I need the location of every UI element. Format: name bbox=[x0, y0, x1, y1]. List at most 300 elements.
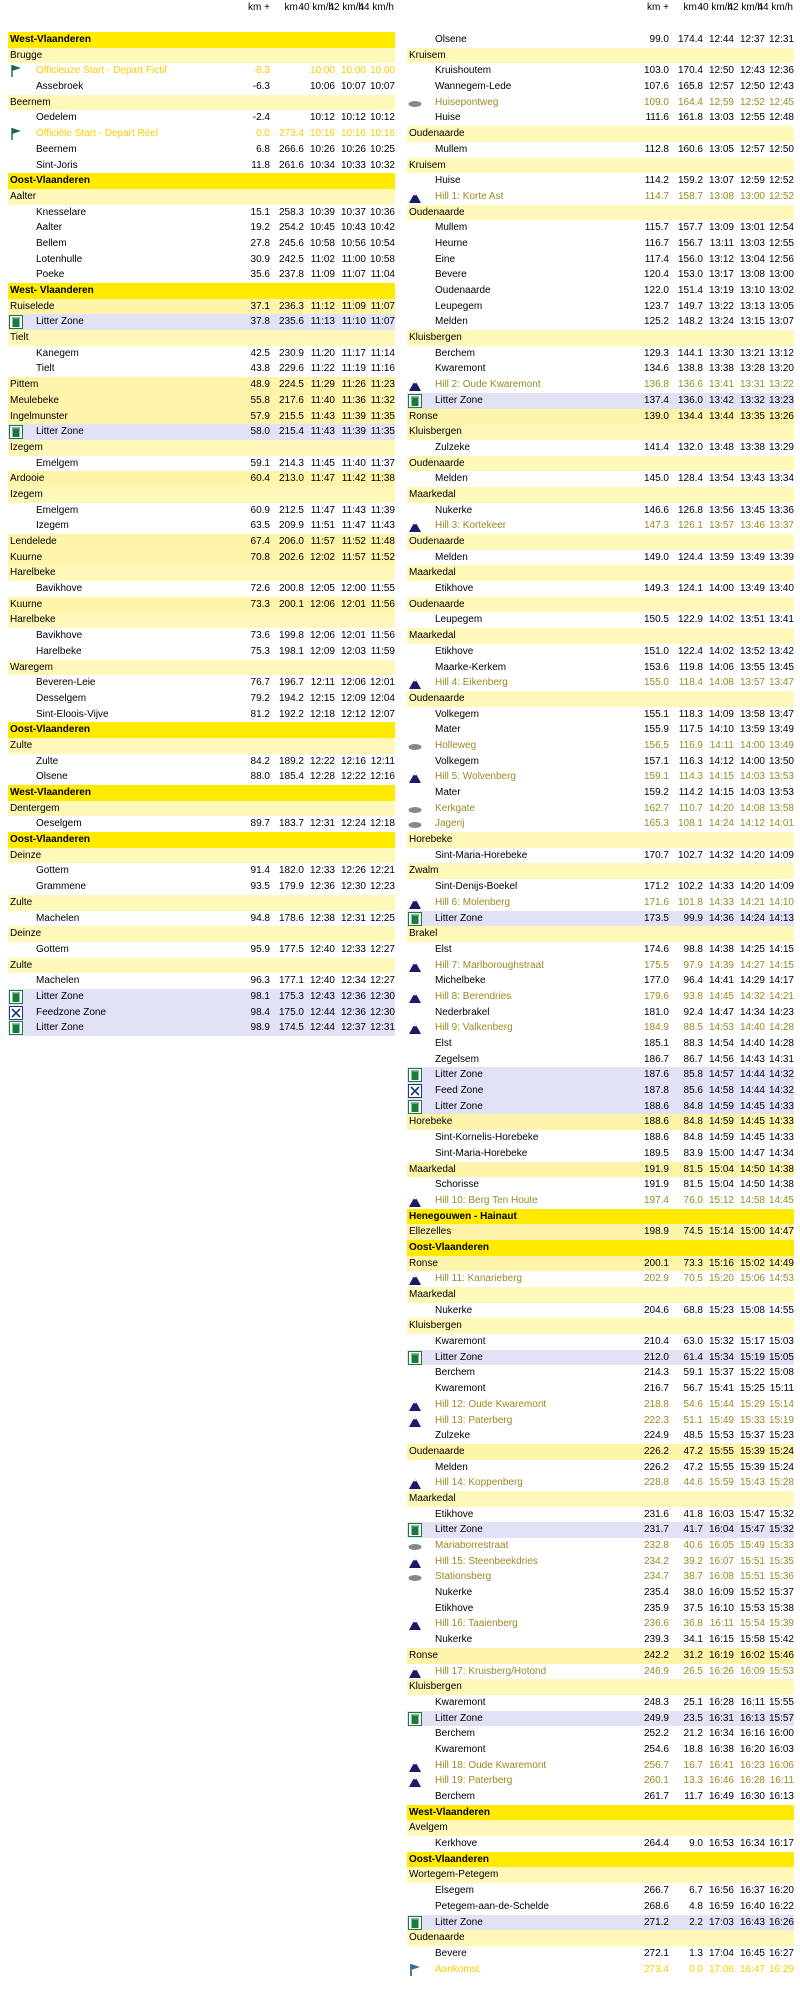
km-minus: 68.8 bbox=[683, 1304, 703, 1316]
hill-row bbox=[407, 1773, 794, 1789]
time-42: 15:39 bbox=[739, 1445, 765, 1457]
waypoint-name: Nukerke bbox=[435, 1634, 473, 1646]
km-minus: 118.3 bbox=[678, 708, 703, 720]
time-42: 14:21 bbox=[739, 896, 765, 908]
time-44: 15:32 bbox=[768, 1508, 794, 1520]
region-header: West-Vlaanderen bbox=[8, 32, 395, 48]
time-42: 15:22 bbox=[739, 1367, 765, 1379]
km-minus: 200.8 bbox=[278, 583, 304, 595]
time-44: 15:03 bbox=[768, 1336, 794, 1348]
waypoint-name: Mullem bbox=[435, 143, 468, 155]
municipality-header: Avelgem bbox=[407, 1820, 794, 1836]
time-40: 10:34 bbox=[309, 159, 335, 171]
waypoint-name: Hill 11: Kanarieberg bbox=[435, 1273, 523, 1285]
waypoint-name: Bavikhove bbox=[36, 583, 83, 595]
waypoint-name: Hill 14: Koppenberg bbox=[435, 1477, 523, 1489]
waypoint-name: Pittem bbox=[10, 379, 39, 391]
time-40: 12:40 bbox=[309, 943, 335, 955]
time-42: 14:03 bbox=[739, 787, 765, 798]
time-40: 13:54 bbox=[708, 473, 734, 485]
waypoint-name: Emelgem bbox=[36, 504, 79, 516]
waypoint-row bbox=[407, 707, 794, 723]
km-plus: 155.1 bbox=[643, 708, 669, 720]
km-minus: 236.3 bbox=[278, 300, 304, 312]
time-42: 13:32 bbox=[739, 394, 765, 406]
header-40: 40 km/h bbox=[697, 2, 733, 13]
waypoint-name: Emelgem bbox=[36, 457, 79, 469]
header-44: 44 km/h bbox=[358, 2, 394, 13]
time-40: 13:22 bbox=[708, 300, 734, 312]
km-plus: 115.7 bbox=[644, 222, 669, 234]
time-44: 14:21 bbox=[768, 990, 794, 1002]
waypoint-row bbox=[8, 267, 395, 283]
waypoint-name: Beernem bbox=[36, 143, 77, 155]
left-column bbox=[8, 0, 395, 1036]
km-minus: 159.2 bbox=[677, 175, 703, 187]
time-44: 12:30 bbox=[369, 990, 395, 1002]
km-minus: 206.0 bbox=[278, 536, 304, 547]
km-plus: 103.0 bbox=[643, 65, 669, 77]
time-42: 14:45 bbox=[739, 1116, 765, 1128]
km-plus: 99.0 bbox=[649, 34, 669, 45]
time-44: 14:28 bbox=[768, 1022, 794, 1034]
km-plus: 149.0 bbox=[643, 551, 669, 563]
waypoint-name: Wannegem-Lede bbox=[435, 81, 512, 93]
km-plus: 116.7 bbox=[644, 237, 669, 249]
waypoint-name: Zulzeke bbox=[435, 1430, 471, 1442]
km-minus: 102.2 bbox=[677, 881, 703, 893]
km-minus: 18.8 bbox=[683, 1743, 703, 1755]
waypoint-name: Hill 17: Kruisberg/Hotond bbox=[435, 1665, 547, 1677]
time-44: 11:07 bbox=[370, 316, 395, 328]
time-40: 16:05 bbox=[708, 1540, 734, 1551]
km-minus: 84.8 bbox=[683, 1132, 703, 1144]
time-44: 14:15 bbox=[768, 943, 794, 955]
time-42: 15:52 bbox=[739, 1587, 765, 1599]
waypoint-name: Officiële Start - Depart Réel bbox=[36, 128, 159, 140]
km-minus: 157.7 bbox=[677, 222, 703, 234]
time-44: 15:37 bbox=[768, 1587, 794, 1599]
km-plus: 114.7 bbox=[644, 190, 669, 202]
waypoint-row bbox=[8, 707, 395, 723]
waypoint-name: Litter Zone bbox=[435, 1712, 483, 1724]
km-minus: 273.4 bbox=[278, 128, 304, 140]
km-minus: 96.4 bbox=[683, 975, 703, 987]
time-42: 14:47 bbox=[739, 1147, 765, 1159]
time-42: 14:40 bbox=[739, 1038, 765, 1049]
start-row bbox=[8, 63, 395, 79]
waypoint-row bbox=[407, 1005, 794, 1021]
km-plus: 123.7 bbox=[643, 300, 669, 312]
time-42: 11:07 bbox=[341, 269, 366, 281]
km-minus: 59.1 bbox=[683, 1367, 703, 1379]
km-plus: 226.2 bbox=[643, 1461, 669, 1473]
litter-row bbox=[8, 989, 395, 1005]
time-40: 16:19 bbox=[708, 1649, 734, 1661]
waypoint-name: Nukerke bbox=[435, 1587, 473, 1599]
time-42: 16:30 bbox=[739, 1791, 765, 1802]
waypoint-row bbox=[407, 1460, 794, 1476]
time-40: 10:12 bbox=[309, 112, 335, 124]
time-44: 11:37 bbox=[370, 457, 395, 469]
km-minus: 179.9 bbox=[278, 881, 304, 893]
km-plus: 125.2 bbox=[643, 316, 669, 328]
time-40: 12:31 bbox=[309, 818, 335, 830]
km-minus: 160.6 bbox=[677, 143, 703, 155]
time-40: 10:58 bbox=[309, 237, 335, 249]
time-42: 11:10 bbox=[341, 316, 366, 328]
waypoint-name: Litter Zone bbox=[435, 1069, 483, 1081]
time-40: 12:33 bbox=[309, 865, 335, 877]
time-42: 15:58 bbox=[739, 1634, 765, 1646]
km-minus: 97.9 bbox=[683, 959, 703, 971]
time-44: 15:05 bbox=[768, 1351, 794, 1363]
km-plus: 273.4 bbox=[643, 1963, 669, 1975]
km-minus: 138.8 bbox=[677, 363, 703, 375]
time-44: 15:39 bbox=[768, 1618, 794, 1630]
waypoint-name: Berchem bbox=[435, 1791, 476, 1802]
time-42: 15:39 bbox=[739, 1461, 765, 1473]
time-44: 13:58 bbox=[768, 802, 794, 814]
km-minus: 266.6 bbox=[278, 143, 304, 155]
sector-row bbox=[407, 95, 794, 111]
waypoint-name: Bellem bbox=[36, 237, 67, 249]
municipality-header: Tielt bbox=[8, 330, 395, 346]
time-42: 16:16 bbox=[739, 1728, 765, 1740]
time-40: 16:11 bbox=[709, 1618, 734, 1630]
time-40: 14:08 bbox=[708, 677, 734, 689]
time-44: 14:17 bbox=[768, 975, 794, 987]
waypoint-name: Kuurne bbox=[10, 598, 43, 610]
km-minus: 156.0 bbox=[677, 253, 703, 265]
time-40: 12:57 bbox=[708, 81, 734, 93]
waypoint-row bbox=[407, 942, 794, 958]
km-plus: 239.3 bbox=[643, 1634, 669, 1646]
time-40: 14:41 bbox=[708, 975, 734, 987]
time-42: 14:25 bbox=[739, 943, 765, 955]
time-42: 15:00 bbox=[739, 1226, 765, 1238]
waypoint-name: Melden bbox=[435, 473, 468, 485]
waypoint-row bbox=[8, 911, 395, 927]
hill-row bbox=[407, 958, 794, 974]
time-40: 12:28 bbox=[309, 771, 335, 783]
time-40: 11:20 bbox=[310, 347, 335, 359]
header-km-plus: km + bbox=[248, 2, 270, 13]
time-44: 14:45 bbox=[768, 1194, 794, 1206]
time-42: 11:17 bbox=[341, 347, 366, 359]
time-42: 16:02 bbox=[739, 1649, 765, 1661]
km-plus: 91.4 bbox=[250, 865, 270, 877]
sector-row bbox=[407, 738, 794, 754]
litter-row bbox=[407, 393, 794, 409]
time-40: 16:34 bbox=[708, 1728, 734, 1740]
municipality-row bbox=[407, 1162, 794, 1178]
waypoint-row bbox=[407, 63, 794, 79]
km-minus: 63.0 bbox=[683, 1336, 703, 1348]
waypoint-row bbox=[8, 691, 395, 707]
time-42: 12:31 bbox=[340, 912, 366, 924]
time-40: 14:36 bbox=[708, 912, 734, 924]
time-42: 13:00 bbox=[739, 190, 765, 202]
waypoint-name: Petegem-aan-de-Schelde bbox=[435, 1900, 549, 1912]
time-40: 14:20 bbox=[708, 802, 734, 814]
km-minus: 153.0 bbox=[677, 269, 703, 281]
time-42: 13:55 bbox=[739, 661, 765, 673]
waypoint-row bbox=[407, 236, 794, 252]
municipality-header: Maarkedal bbox=[407, 487, 794, 503]
time-40: 14:11 bbox=[709, 739, 734, 751]
waypoint-name: Kanegem bbox=[36, 347, 79, 359]
time-42: 13:21 bbox=[739, 347, 765, 359]
time-44: 15:33 bbox=[768, 1540, 794, 1551]
waypoint-name: Hill 8: Berendries bbox=[435, 990, 512, 1002]
waypoint-name: Aankomst bbox=[435, 1963, 480, 1975]
time-42: 14:20 bbox=[739, 849, 765, 861]
waypoint-name: Meulebeke bbox=[10, 394, 59, 406]
municipality-header: Zulte bbox=[8, 895, 395, 911]
waypoint-name: Litter Zone bbox=[36, 1022, 84, 1034]
municipality-header: Harelbeke bbox=[8, 565, 395, 581]
time-40: 12:50 bbox=[708, 65, 734, 77]
column-header bbox=[407, 0, 794, 32]
km-plus: 264.4 bbox=[643, 1838, 669, 1850]
region-header: Oost-Vlaanderen bbox=[407, 1852, 794, 1868]
km-minus: 119.8 bbox=[678, 661, 703, 673]
header-40: 40 km/h bbox=[298, 2, 334, 13]
time-44: 15:19 bbox=[768, 1414, 794, 1426]
waypoint-row bbox=[407, 1836, 794, 1852]
km-plus: 37.8 bbox=[250, 316, 270, 328]
time-42: 15:25 bbox=[739, 1383, 765, 1395]
km-minus: 148.2 bbox=[677, 316, 703, 328]
waypoint-name: Huisepontweg bbox=[435, 96, 499, 108]
km-plus: 177.0 bbox=[643, 975, 669, 987]
km-minus: 73.3 bbox=[683, 1257, 703, 1269]
km-plus: 151.0 bbox=[643, 645, 669, 657]
km-plus: 155.0 bbox=[643, 677, 669, 689]
waypoint-name: Berchem bbox=[435, 347, 476, 359]
route-table-right bbox=[407, 32, 794, 1977]
km-minus: 196.7 bbox=[278, 677, 304, 689]
km-plus: 159.2 bbox=[643, 787, 669, 798]
region-header: West-Vlaanderen bbox=[407, 1805, 794, 1821]
km-minus: 175.3 bbox=[278, 990, 304, 1002]
km-plus: 248.3 bbox=[643, 1696, 669, 1708]
waypoint-row bbox=[8, 973, 395, 989]
km-minus: 88.5 bbox=[683, 1022, 703, 1034]
time-40: 16:28 bbox=[708, 1696, 734, 1708]
time-44: 12:30 bbox=[369, 1006, 395, 1018]
waypoint-name: Litter Zone bbox=[435, 912, 483, 924]
region-header: Oost-Vlaanderen bbox=[407, 1240, 794, 1256]
waypoint-name: Melden bbox=[435, 1461, 468, 1473]
time-44: 10:16 bbox=[369, 128, 395, 140]
time-40: 11:13 bbox=[310, 316, 335, 328]
waypoint-row bbox=[407, 1632, 794, 1648]
time-44: 14:34 bbox=[768, 1147, 794, 1159]
litter-row bbox=[8, 424, 395, 440]
time-42: 14:40 bbox=[739, 1022, 765, 1034]
km-minus: 0.0 bbox=[689, 1963, 703, 1975]
waypoint-name: Kerkhove bbox=[435, 1838, 478, 1850]
km-minus: 47.2 bbox=[683, 1445, 703, 1457]
km-plus: 67.4 bbox=[250, 536, 270, 547]
time-40: 14:33 bbox=[708, 881, 734, 893]
waypoint-name: Maarkedal bbox=[409, 1163, 456, 1175]
km-plus: 149.3 bbox=[643, 583, 669, 595]
km-minus: 132.0 bbox=[677, 441, 703, 453]
header-km-minus: km - bbox=[683, 2, 703, 13]
time-42: 13:03 bbox=[739, 237, 765, 249]
waypoint-name: Heurne bbox=[435, 237, 468, 249]
km-plus: 155.9 bbox=[643, 724, 669, 736]
waypoint-row bbox=[407, 848, 794, 864]
km-plus: -6.3 bbox=[252, 81, 270, 93]
time-44: 13:29 bbox=[768, 441, 794, 453]
municipality-row bbox=[8, 393, 395, 409]
km-minus: 124.4 bbox=[677, 551, 703, 563]
time-42: 13:31 bbox=[739, 379, 765, 391]
km-plus: 173.5 bbox=[643, 912, 669, 924]
waypoint-row bbox=[407, 1695, 794, 1711]
km-minus: 182.0 bbox=[278, 865, 304, 877]
waypoint-row bbox=[407, 722, 794, 738]
km-plus: 35.6 bbox=[250, 269, 270, 281]
municipality-header: Kluisbergen bbox=[407, 1679, 794, 1695]
waypoint-name: Litter Zone bbox=[36, 426, 84, 438]
time-42: 13:38 bbox=[739, 441, 765, 453]
time-42: 16:11 bbox=[740, 1696, 765, 1708]
km-plus: 27.8 bbox=[250, 237, 270, 249]
time-44: 13:45 bbox=[768, 661, 794, 673]
municipality-row bbox=[8, 377, 395, 393]
km-minus: 2.2 bbox=[689, 1916, 703, 1928]
km-plus: 93.5 bbox=[250, 881, 270, 893]
km-minus: 128.4 bbox=[677, 473, 703, 485]
municipality-header: Zwalm bbox=[407, 863, 794, 879]
waypoint-name: Ronse bbox=[409, 1649, 438, 1661]
km-plus: 15.1 bbox=[250, 206, 270, 218]
hill-row bbox=[407, 1271, 794, 1287]
time-42: 13:13 bbox=[739, 300, 765, 312]
municipality-header: Harelbeke bbox=[8, 612, 395, 628]
waypoint-row bbox=[8, 79, 395, 95]
waypoint-row bbox=[407, 173, 794, 189]
region-header: Oost-Vlaanderen bbox=[8, 832, 395, 848]
time-44: 12:04 bbox=[369, 692, 395, 704]
time-40: 12:06 bbox=[309, 630, 335, 642]
km-minus: 88.3 bbox=[683, 1038, 703, 1049]
municipality-row bbox=[8, 597, 395, 613]
time-42: 16:45 bbox=[739, 1947, 765, 1959]
time-42: 14:45 bbox=[739, 1100, 765, 1112]
time-44: 15:42 bbox=[768, 1634, 794, 1646]
time-40: 13:56 bbox=[708, 504, 734, 516]
municipality-header: Kluisbergen bbox=[407, 1318, 794, 1334]
time-40: 14:59 bbox=[708, 1116, 734, 1128]
km-plus: -2.4 bbox=[252, 112, 270, 124]
km-plus: 185.1 bbox=[643, 1038, 669, 1049]
time-42: 12:01 bbox=[340, 630, 366, 642]
time-42: 16:34 bbox=[739, 1838, 765, 1850]
time-42: 11:19 bbox=[341, 363, 366, 375]
waypoint-name: Ruiselede bbox=[10, 300, 55, 312]
km-minus: 92.4 bbox=[683, 1006, 703, 1018]
time-40: 13:42 bbox=[708, 394, 734, 406]
time-42: 11:39 bbox=[341, 410, 366, 422]
time-44: 16:26 bbox=[768, 1916, 794, 1928]
km-plus: 30.9 bbox=[250, 253, 270, 265]
time-42: 13:04 bbox=[739, 253, 765, 265]
municipality-header: Brugge bbox=[8, 48, 395, 64]
time-40: 15:55 bbox=[708, 1461, 734, 1473]
hill-row bbox=[407, 189, 794, 205]
municipality-row bbox=[407, 1444, 794, 1460]
waypoint-row bbox=[407, 1381, 794, 1397]
km-minus: 122.4 bbox=[677, 645, 703, 657]
km-plus: 189.5 bbox=[643, 1147, 669, 1159]
hill-row bbox=[407, 1758, 794, 1774]
time-40: 16:41 bbox=[708, 1759, 734, 1771]
waypoint-name: Oudenaarde bbox=[435, 285, 491, 296]
time-40: 13:03 bbox=[708, 112, 734, 124]
km-plus: 122.0 bbox=[643, 285, 669, 296]
time-42: 12:30 bbox=[340, 881, 366, 893]
time-42: 12:06 bbox=[340, 677, 366, 689]
time-44: 16:03 bbox=[768, 1743, 794, 1755]
municipality-row bbox=[407, 1256, 794, 1272]
km-plus: 188.6 bbox=[643, 1116, 669, 1128]
waypoint-row bbox=[407, 1365, 794, 1381]
time-40: 13:05 bbox=[708, 143, 734, 155]
waypoint-name: Grammene bbox=[36, 881, 87, 893]
km-minus: 70.5 bbox=[683, 1273, 703, 1285]
time-42: 16:43 bbox=[739, 1916, 765, 1928]
municipality-header: Dentergem bbox=[8, 801, 395, 817]
km-plus: 186.7 bbox=[643, 1053, 669, 1065]
waypoint-row bbox=[8, 863, 395, 879]
time-42: 11:36 bbox=[341, 394, 366, 406]
km-plus: 261.7 bbox=[643, 1791, 669, 1802]
time-44: 15:35 bbox=[768, 1555, 794, 1567]
km-minus: 61.4 bbox=[683, 1351, 703, 1363]
time-44: 13:02 bbox=[768, 285, 794, 296]
time-44: 13:12 bbox=[768, 347, 794, 359]
time-42: 11:39 bbox=[341, 426, 366, 438]
time-40: 15:44 bbox=[708, 1398, 734, 1410]
time-42: 10:12 bbox=[340, 112, 366, 124]
km-minus: 254.2 bbox=[278, 222, 304, 234]
waypoint-row bbox=[8, 581, 395, 597]
km-minus: 213.0 bbox=[278, 473, 304, 485]
time-44: 14:33 bbox=[768, 1116, 794, 1128]
km-minus: 124.1 bbox=[677, 583, 703, 595]
waypoint-name: Maarke-Kerkem bbox=[435, 661, 507, 673]
waypoint-name: Zulte bbox=[36, 755, 59, 767]
time-42: 12:22 bbox=[340, 771, 366, 783]
time-40: 15:16 bbox=[708, 1257, 734, 1269]
time-40: 15:20 bbox=[708, 1273, 734, 1285]
km-minus: 85.8 bbox=[683, 1069, 703, 1081]
waypoint-row bbox=[407, 471, 794, 487]
municipality-header: Oudenaarde bbox=[407, 597, 794, 613]
km-plus: 198.9 bbox=[643, 1226, 669, 1238]
time-44: 10:36 bbox=[369, 206, 395, 218]
time-40: 12:06 bbox=[309, 598, 335, 610]
time-40: 10:45 bbox=[309, 222, 335, 234]
waypoint-name: Feed Zone bbox=[435, 1085, 484, 1097]
km-plus: 235.9 bbox=[643, 1602, 669, 1614]
